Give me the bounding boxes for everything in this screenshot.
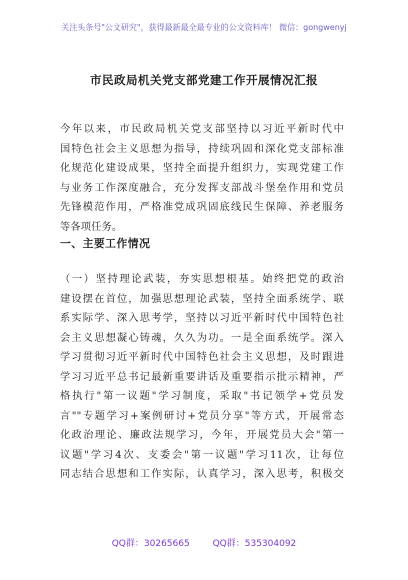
document-title: 市民政局机关党支部党建工作开展情况汇报 xyxy=(90,73,318,87)
text-line: 言""专题学习+案例研讨+党员分享"等方式，开展常态 xyxy=(60,410,344,422)
section-heading: 一、主要工作情况 xyxy=(60,237,151,250)
text-line: 与业务工作深度融合，充分发挥支部战斗堡垒作用和党员 xyxy=(60,182,344,194)
text-line: 等各项任务。 xyxy=(60,221,123,233)
text-line: 会主义思想凝心铸魂，久久为功。一是全面系统学。深入 xyxy=(60,332,344,344)
text-line: 格执行"第一议题"学习制度，采取"书记领学+党员发 xyxy=(60,391,344,402)
text-line: 建设摆在首位，加强思想理论武装，坚持全面系统学、联 xyxy=(60,293,344,305)
text-line: 学习习近平总书记最新重要讲话及重要指示批示精神，严 xyxy=(60,371,344,383)
qq-group-1: QQ群：30265665 xyxy=(111,539,190,549)
text-line: 同志结合思想和工作实际，认真学习，深入思考，积极交 xyxy=(60,469,344,480)
body-paragraph xyxy=(60,270,344,485)
footer-contacts xyxy=(0,536,408,549)
text-line: 国特色社会主义思想为指导，持续巩固和深化党支部标准 xyxy=(60,143,344,155)
text-line: （一）坚持理论武装，夯实思想根基。始终把党的政治 xyxy=(60,274,344,285)
text-line: 系实际学、深入思考学，坚持以习近平新时代中国特色社 xyxy=(60,313,344,324)
text-line: 议题"学习4次、支委会"第一议题"学习11次，让每位 xyxy=(60,449,344,461)
text-line: 先锋模范作用，严格准党成巩固底线民生保障、养老服务 xyxy=(60,202,344,213)
text-line: 学习贯彻习近平新时代中国特色社会主义思想，及时跟进 xyxy=(60,352,344,363)
top-banner: 关注头条号"公文研究"，获得最新最全最专业的公文资料库！ 微信：gongwenyj xyxy=(61,23,347,32)
text-line: 化政治理论、廉政法规学习，今年，开展党员大会"第一 xyxy=(60,430,344,441)
intro-paragraph xyxy=(60,120,344,237)
qq-group-2: QQ群：535304092 xyxy=(212,539,297,549)
text-line: 今年以来，市民政局机关党支部坚持以习近平新时代中 xyxy=(60,124,344,135)
text-line: 化规范化建设成果，坚持全面提升组织力，实现党建工作 xyxy=(60,163,344,174)
